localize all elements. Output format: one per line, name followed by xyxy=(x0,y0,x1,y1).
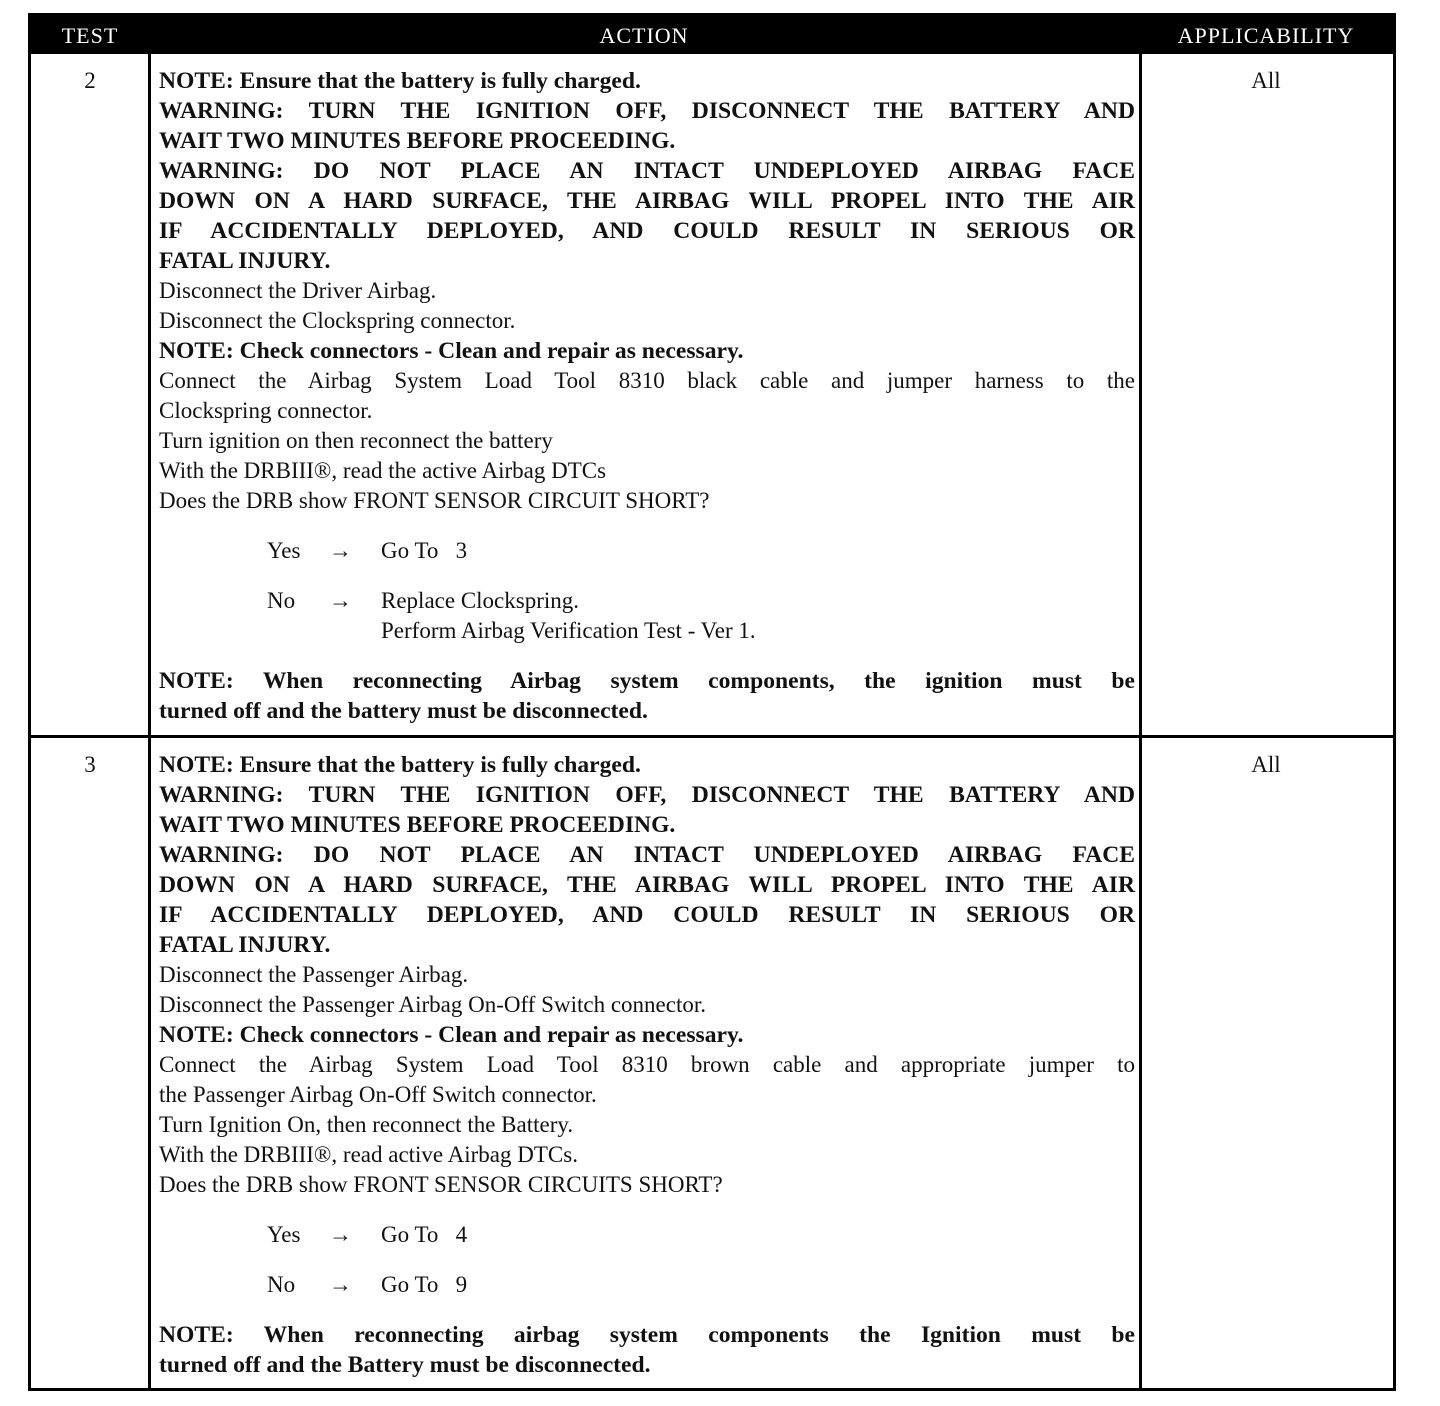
action-block-test-3 xyxy=(159,750,1135,1380)
header-action: ACTION xyxy=(599,23,689,48)
question-line: Does the DRB show FRONT SENSOR CIRCUITS SHORT? xyxy=(159,1172,723,1197)
instruction-line: the Passenger Airbag On-Off Switch connector. xyxy=(159,1082,597,1107)
no-label: No xyxy=(267,1272,296,1297)
row-divider xyxy=(31,735,1393,738)
warning-line: WARNING: TURN THE IGNITION OFF, DISCONNECT THE BATTERY AND xyxy=(159,98,1135,124)
warning-line: WARNING: TURN THE IGNITION OFF, DISCONNECT THE BATTERY AND xyxy=(159,782,1135,808)
instruction-line: Turn Ignition On, then reconnect the Battery. xyxy=(159,1112,574,1137)
warning-line: WAIT TWO MINUTES BEFORE PROCEEDING. xyxy=(159,128,676,154)
action-block-test-2 xyxy=(159,66,1135,726)
instruction-line: With the DRBIII®, read active Airbag DTCs. xyxy=(159,1142,578,1167)
warning-line: WAIT TWO MINUTES BEFORE PROCEEDING. xyxy=(159,812,676,838)
no-response xyxy=(159,1270,1135,1300)
instruction-line: With the DRBIII®, read the active Airbag DTCs xyxy=(159,458,607,483)
applicability-value: All xyxy=(1251,752,1281,777)
final-note-line: NOTE: When reconnecting Airbag system components, the ignition must be xyxy=(159,668,1135,694)
yes-response xyxy=(159,536,1135,566)
instruction-line: Clockspring connector. xyxy=(159,398,373,423)
arrow-icon: → xyxy=(329,1272,352,1297)
header-applicability: APPLICABILITY xyxy=(1177,23,1355,48)
instruction-line: Turn ignition on then reconnect the battery xyxy=(159,428,553,453)
warning-line: WARNING: DO NOT PLACE AN INTACT UNDEPLOYED AIRBAG FACE xyxy=(159,842,1135,868)
table-header xyxy=(31,16,1393,54)
yes-label: Yes xyxy=(267,538,301,563)
no-label: No xyxy=(267,588,296,613)
final-note-line: NOTE: When reconnecting airbag system components the Ignition must be xyxy=(159,1322,1135,1348)
instruction-line: Connect the Airbag System Load Tool 8310 brown cable and appropriate jumper to xyxy=(159,1052,1135,1077)
yes-label: Yes xyxy=(267,1222,301,1247)
arrow-icon: → xyxy=(329,588,352,613)
warning-line: DOWN ON A HARD SURFACE, THE AIRBAG WILL PROPEL INTO THE AIR xyxy=(159,872,1135,898)
no-result-followup: Perform Airbag Verification Test - Ver 1. xyxy=(381,618,756,643)
no-response xyxy=(159,586,1135,646)
note-line: NOTE: Ensure that the battery is fully charged. xyxy=(159,68,641,94)
warning-line: IF ACCIDENTALLY DEPLOYED, AND COULD RESULT IN SERIOUS OR xyxy=(159,218,1135,244)
final-note-line: turned off and the Battery must be disconnected. xyxy=(159,1352,651,1378)
instruction-line: Disconnect the Passenger Airbag. xyxy=(159,962,469,987)
note-line: NOTE: Check connectors - Clean and repair as necessary. xyxy=(159,338,744,364)
instruction-line: Connect the Airbag System Load Tool 8310 black cable and jumper harness to the xyxy=(159,368,1135,393)
yes-result: Go To 4 xyxy=(381,1222,468,1247)
applicability-value: All xyxy=(1251,68,1281,93)
instruction-line: Disconnect the Driver Airbag. xyxy=(159,278,437,303)
column-divider-test xyxy=(148,54,151,1391)
diagnostic-test-table xyxy=(28,13,1396,1391)
final-note-line: turned off and the battery must be disconnected. xyxy=(159,698,648,724)
note-line: NOTE: Ensure that the battery is fully charged. xyxy=(159,752,641,778)
test-number: 2 xyxy=(84,68,96,93)
test-number: 3 xyxy=(84,752,96,777)
warning-line: IF ACCIDENTALLY DEPLOYED, AND COULD RESULT IN SERIOUS OR xyxy=(159,902,1135,928)
yes-response xyxy=(159,1220,1135,1250)
arrow-icon: → xyxy=(329,538,352,563)
warning-line: WARNING: DO NOT PLACE AN INTACT UNDEPLOYED AIRBAG FACE xyxy=(159,158,1135,184)
no-result: Replace Clockspring. xyxy=(381,588,580,613)
instruction-line: Disconnect the Passenger Airbag On-Off Switch connector. xyxy=(159,992,706,1017)
arrow-icon: → xyxy=(329,1222,352,1247)
column-divider-applicability xyxy=(1139,54,1142,1391)
warning-line: FATAL INJURY. xyxy=(159,248,331,274)
yes-result: Go To 3 xyxy=(381,538,468,563)
warning-line: FATAL INJURY. xyxy=(159,932,331,958)
warning-line: DOWN ON A HARD SURFACE, THE AIRBAG WILL PROPEL INTO THE AIR xyxy=(159,188,1135,214)
header-test: TEST xyxy=(61,23,119,48)
no-result: Go To 9 xyxy=(381,1272,468,1297)
instruction-line: Disconnect the Clockspring connector. xyxy=(159,308,516,333)
note-line: NOTE: Check connectors - Clean and repair as necessary. xyxy=(159,1022,744,1048)
question-line: Does the DRB show FRONT SENSOR CIRCUIT SHORT? xyxy=(159,488,710,513)
